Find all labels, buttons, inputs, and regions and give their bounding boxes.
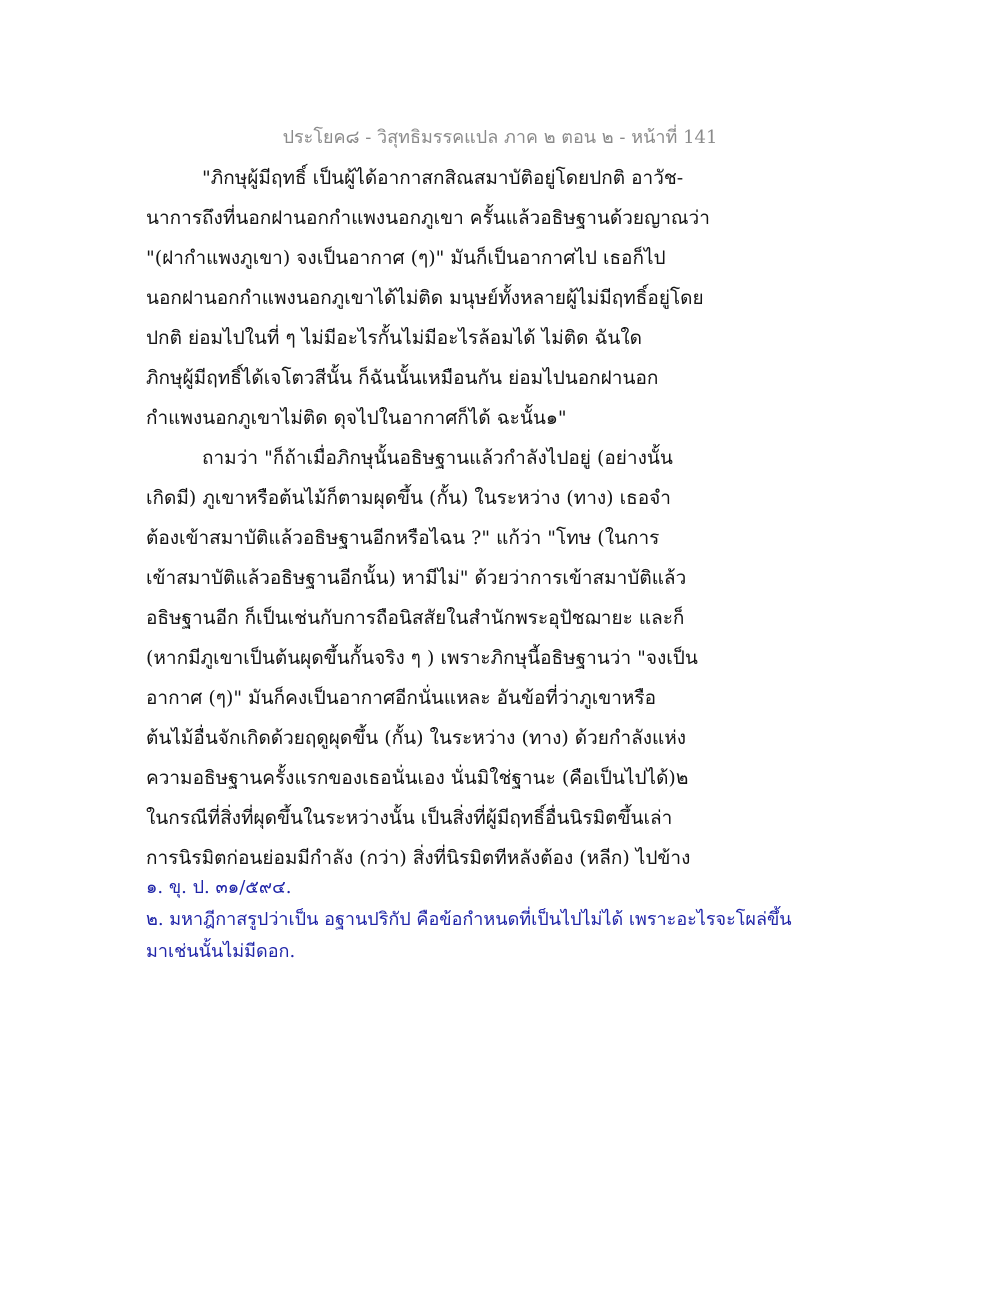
body-line: กำแพงนอกภูเขาไม่ติด ดุจไปในอากาศก็ได้ ฉะนั้น๑"	[146, 407, 567, 429]
body-line: อธิษฐานอีก ก็เป็นเช่นกับการถือนิสสัยในสำนักพระอุปัชฌายะ และก็	[146, 607, 685, 629]
body-line: (หากมีภูเขาเป็นต้นผุดขึ้นกั้นจริง ๆ ) เพราะภิกษุนี้อธิษฐานว่า "จงเป็น	[146, 647, 698, 669]
body-line: ภิกษุผู้มีฤทธิ์ได้เจโตวสีนั้น ก็ฉันนั้นเหมือนกัน ย่อมไปนอกฝานอก	[146, 367, 659, 389]
body-line: ต้องเข้าสมาบัติแล้วอธิษฐานอีกหรือไฉน ?" แก้ว่า "โทษ (ในการ	[146, 527, 660, 549]
body-text	[146, 158, 866, 878]
body-line: ในกรณีที่สิ่งที่ผุดขึ้นในระหว่างนั้น เป็นสิ่งที่ผู้มีฤทธิ์อื่นนิรมิตขึ้นเล่า	[146, 807, 673, 829]
body-line: ต้นไม้อื่นจักเกิดด้วยฤดูผุดขึ้น (กั้น) ในระหว่าง (ทาง) ด้วยกำลังแห่ง	[146, 727, 687, 749]
body-line: นาการถึงที่นอกฝานอกกำแพงนอกภูเขา ครั้นแล้วอธิษฐานด้วยญาณว่า	[146, 207, 710, 229]
footnotes	[146, 872, 866, 968]
footnote-2: ๒. มหาฎีกาสรูปว่าเป็น อฐานปริกัป คือข้อกำหนดที่เป็นไปไม่ได้ เพราะอะไรจะโผล่ขึ้น	[146, 909, 792, 930]
body-line: เข้าสมาบัติแล้วอธิษฐานอีกนั้น) หามีไม่" ด้วยว่าการเข้าสมาบัติแล้ว	[146, 567, 687, 589]
body-line: "ภิกษุผู้มีฤทธิ์ เป็นผู้ได้อากาสกสิณสมาบัติอยู่โดยปกติ อาวัช-	[202, 167, 684, 189]
body-line: นอกฝานอกกำแพงนอกภูเขาได้ไม่ติด มนุษย์ทั้งหลายผู้ไม่มีฤทธิ์อยู่โดย	[146, 287, 704, 309]
body-line: ปกติ ย่อมไปในที่ ๆ ไม่มีอะไรกั้นไม่มีอะไรล้อมได้ ไม่ติด ฉันใด	[146, 327, 643, 349]
body-line: อากาศ (ๆ)" มันก็คงเป็นอากาศอีกนั่นแหละ อันข้อที่ว่าภูเขาหรือ	[146, 687, 657, 709]
body-line: "(ฝากำแพงภูเขา) จงเป็นอากาศ (ๆ)" มันก็เป็นอากาศไป เธอก็ไป	[146, 247, 666, 269]
body-line: ถามว่า "ก็ถ้าเมื่อภิกษุนั้นอธิษฐานแล้วกำลังไปอยู่ (อย่างนั้น	[202, 447, 673, 469]
footnote-1: ๑. ขุ. ป. ๓๑/๕๙๔.	[146, 877, 292, 898]
body-line: ความอธิษฐานครั้งแรกของเธอนั่นเอง นั่นมิใช่ฐานะ (คือเป็นไปได้)๒	[146, 767, 689, 789]
running-header: ประโยค๘ - วิสุทธิมรรคแปล ภาค ๒ ตอน ๒ - หน้าที่ 141	[282, 127, 718, 148]
body-line: การนิรมิตก่อนย่อมมีกำลัง (กว่า) สิ่งที่นิรมิตทีหลังต้อง (หลีก) ไปข้าง	[146, 847, 691, 869]
footnote-2-continuation: มาเช่นนั้นไม่มีดอก.	[146, 941, 296, 962]
body-line: เกิดมี) ภูเขาหรือต้นไม้ก็ตามผุดขึ้น (กั้น) ในระหว่าง (ทาง) เธอจำ	[146, 487, 671, 509]
